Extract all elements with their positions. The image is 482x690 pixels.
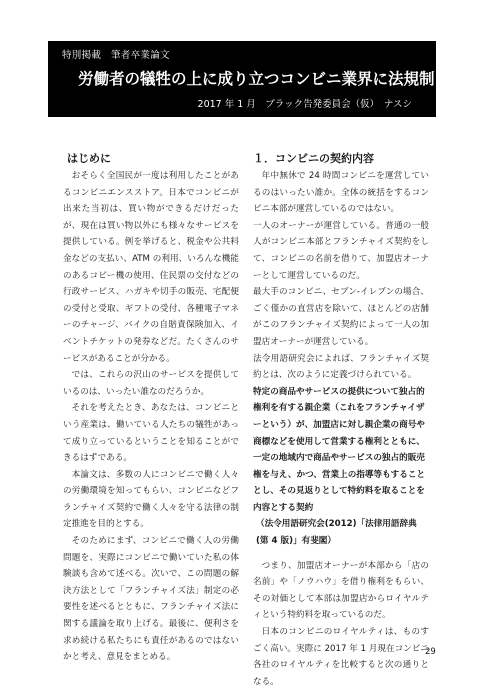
body-paragraph: 法令用語研究会によれば、フランチャイズ契約とは、次のように定義づけられている。 [253, 353, 429, 381]
body-paragraph: 日本のコンビニのロイヤルティは、ものすごく高い。実際に 2017 年 1 月現在コンビニ各社のロイヤルティを比較すると次の通りとなる。 [253, 627, 429, 687]
article-byline: 2017 年 1 月 ブラック告発委員会（仮） ナスシ [197, 99, 412, 110]
body-paragraph: 本論文は、多数の人にコンビニで働く人々の労働環境を知ってもらい、コンビニなどフランチャイズ契約で働く人々を守る法律の制定推進を目的とする。 [63, 469, 239, 530]
article-header-banner [48, 41, 451, 117]
definition-text: 特定の商品やサービスの提供について独占的権利を有する親企業（これをフランチャイザーという）が、加盟店に対し親企業の商号や商標などを使用して営業する権利とともに、一定の地域内で商品やサービスの独占的販売権を与え、かつ、営業上の指導等もすることとし、その見返りとして特約料を取ることを内容とする契約 [253, 386, 426, 513]
body-paragraph: それを考えたとき、あなたは、コンビニという産業は、働いている人たちの犠牲があって成り立っているということを知ることができるはずである。 [63, 403, 239, 464]
right-column [253, 150, 429, 690]
body-paragraph: つまり、加盟店オーナーが本部から「店の名前」や「ノウハウ」を借り権利をもらい、その対価として本部は加盟店からロイヤルティという特約料を取っているのだ。 [253, 560, 429, 621]
header-kicker: 特別掲載 筆者卒業論文 [62, 50, 170, 61]
page-number: 29 [425, 647, 436, 657]
section-heading-introduction: はじめに [67, 152, 111, 165]
body-paragraph: おそらく全国民が一度は利用したことがあるコンビニエンスストア。日本でコンビニが出来た当初は、買い物ができるだけだったが、現在は買い物以外にも様々なサービスを提供している。例を挙げると、税金や公共料金などの支払い、ATM の利用、いろんな機能のあるコピー機の使用、住民票の交付などの行政サービス、ハガキや切手の販売、宅配便の受付と受取、ギフトの受付、各種電子マネーのチャージ、バイクの自賠責保険加入、イベントチケットの発券などだ。たくさんのサービスがあることが分かる。 [63, 171, 239, 364]
left-column [63, 150, 239, 666]
body-paragraph: 年中無休で 24 時間コンビニを運営しているのはいったい誰か。全体の統括をするコンビニ本部が運営しているのではない。 [253, 171, 429, 215]
body-paragraph: 一人のオーナーが運営している。普通の一般人がコンビニ本部とフランチャイズ契約をして、コンビニの名前を借りて、加盟店オーナーとして運営しているのだ。 [253, 220, 429, 281]
body-paragraph: では、これらの沢山のサービスを提供しているのは、いったい誰なのだろうか。 [63, 370, 239, 397]
body-paragraph: そのためにまず、コンビニで働く人の労働問題を、実際にコンビニで働いていた私の体験談も含めて述べる。次いで、この問題の解決方法として「フランチャイズ法」制定の必要性を述べるとともに、フランチャイズ法に関する議論を取り上げる。最後に、便利さを求め続ける私たちにも責任があるのではないかと考え、意見をまとめる。 [63, 536, 239, 663]
definition-quote [253, 384, 429, 550]
definition-source: （法令用語研究会(2012)「法律用語辞典(第 4 版)」有斐閣） [256, 519, 417, 547]
article-title: 労働者の犠牲の上に成り立つコンビニ業界に法規制を [78, 70, 451, 88]
body-paragraph: 最大手のコンビニ、セブン-イレブンの場合、ごく僅かの直営店を除いて、ほとんどの店舗がこのフランチャイズ契約によって一人の加盟店オーナーが運営している。 [253, 287, 429, 347]
section-heading-contract: １．コンビニの契約内容 [253, 152, 374, 165]
